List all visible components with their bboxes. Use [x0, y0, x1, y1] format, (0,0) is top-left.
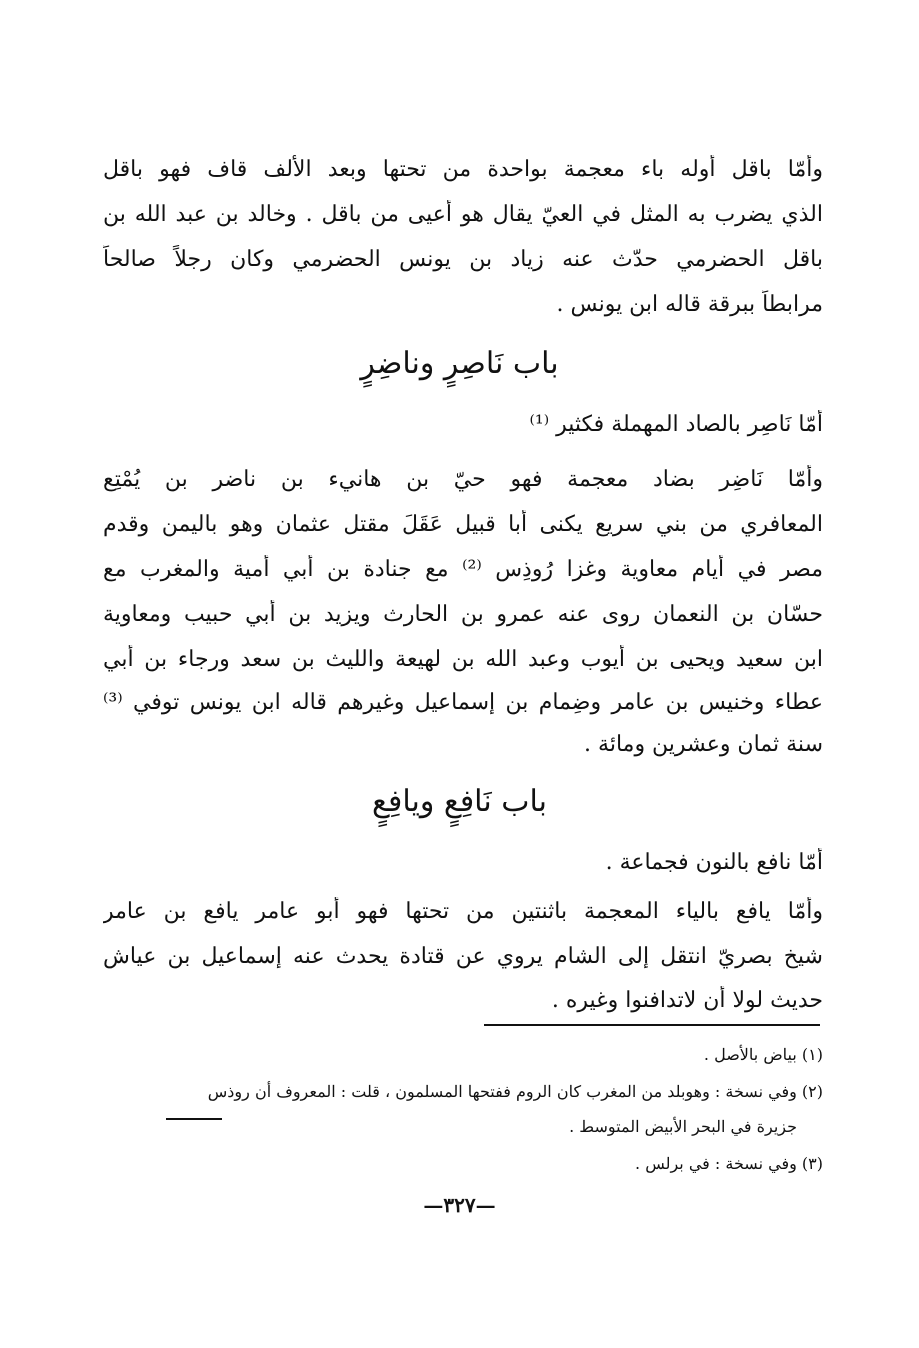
text-line: مصر في أيام معاوية وغزا رُوذِس ⁽²⁾ مع جنادة بن أبي أمية والمغرب مع	[103, 557, 823, 582]
text-line: وأمّا باقل أوله باء معجمة بواحدة من تحتها وبعد الألف قاف فهو باقل	[103, 157, 823, 182]
section-heading: باب نَاصِرٍ وناضِرٍ	[360, 346, 559, 381]
footnote: (٢) وفي نسخة : وهوبلد من المغرب كان الروم ففتحها المسلمون ، قلت : المعروف أن روذس	[207, 1082, 823, 1101]
text-line: الذي يضرب به المثل في العيّ يقال هو أعيى من باقل . وخالد بن عبد الله بن	[103, 202, 823, 227]
text-line: سنة ثمان وعشرين ومائة .	[584, 732, 823, 757]
text-line: أمّا نَاصِر بالصاد المهملة فكثير ⁽¹⁾	[529, 412, 823, 437]
text-line: أمّا نافع بالنون فجماعة .	[605, 850, 823, 875]
text-line: باقل الحضرمي حدّث عنه زياد بن يونس الحضرمي وكان رجلاً صالحاً	[103, 247, 823, 272]
text-line: ابن سعيد ويحيى بن أيوب وعبد الله بن لهيعة والليث بن سعد ورجاء بن أبي	[103, 647, 823, 672]
text-line: شيخ بصريّ انتقل إلى الشام يروي عن قتادة يحدث عنه إسماعيل بن عياش	[103, 944, 823, 969]
text-line: عطاء وخنيس بن عامر وضِمام بن إسماعيل وغيرهم قاله ابن يونس توفي ⁽³⁾	[103, 690, 823, 715]
text-line: حديث لولا أن لاتدافنوا وغيره .	[551, 988, 823, 1013]
page-number: —٣٢٧—	[423, 1193, 496, 1217]
footnote: (١) بياض بالأصل .	[703, 1045, 823, 1064]
section-heading: باب نَافِعٍ ويافِعٍ	[372, 784, 547, 819]
footnote-continuation: جزيرة في البحر الأبيض المتوسط .	[569, 1117, 797, 1136]
text-line: وأمّا نَاضِر بضاد معجمة فهو حيّ بن هانيء بن ناضر بن يُمْتِع	[103, 467, 823, 492]
footnote-divider	[484, 1024, 820, 1026]
text-line: المعافري من بني سريع يكنى أبا قبيل عَقَلَ مقتل عثمان وهو باليمن وقدم	[103, 512, 823, 537]
footnote: (٣) وفي نسخة : في برلس .	[635, 1154, 823, 1173]
text-line: مرابطاً ببرقة قاله ابن يونس .	[556, 292, 823, 317]
text-line: حسّان بن النعمان روى عنه عمرو بن الحارث ويزيد بن أبي حبيب ومعاوية	[103, 602, 823, 627]
text-line: وأمّا يافع بالياء المعجمة باثنتين من تحتها فهو أبو عامر يافع بن عامر	[103, 899, 823, 924]
